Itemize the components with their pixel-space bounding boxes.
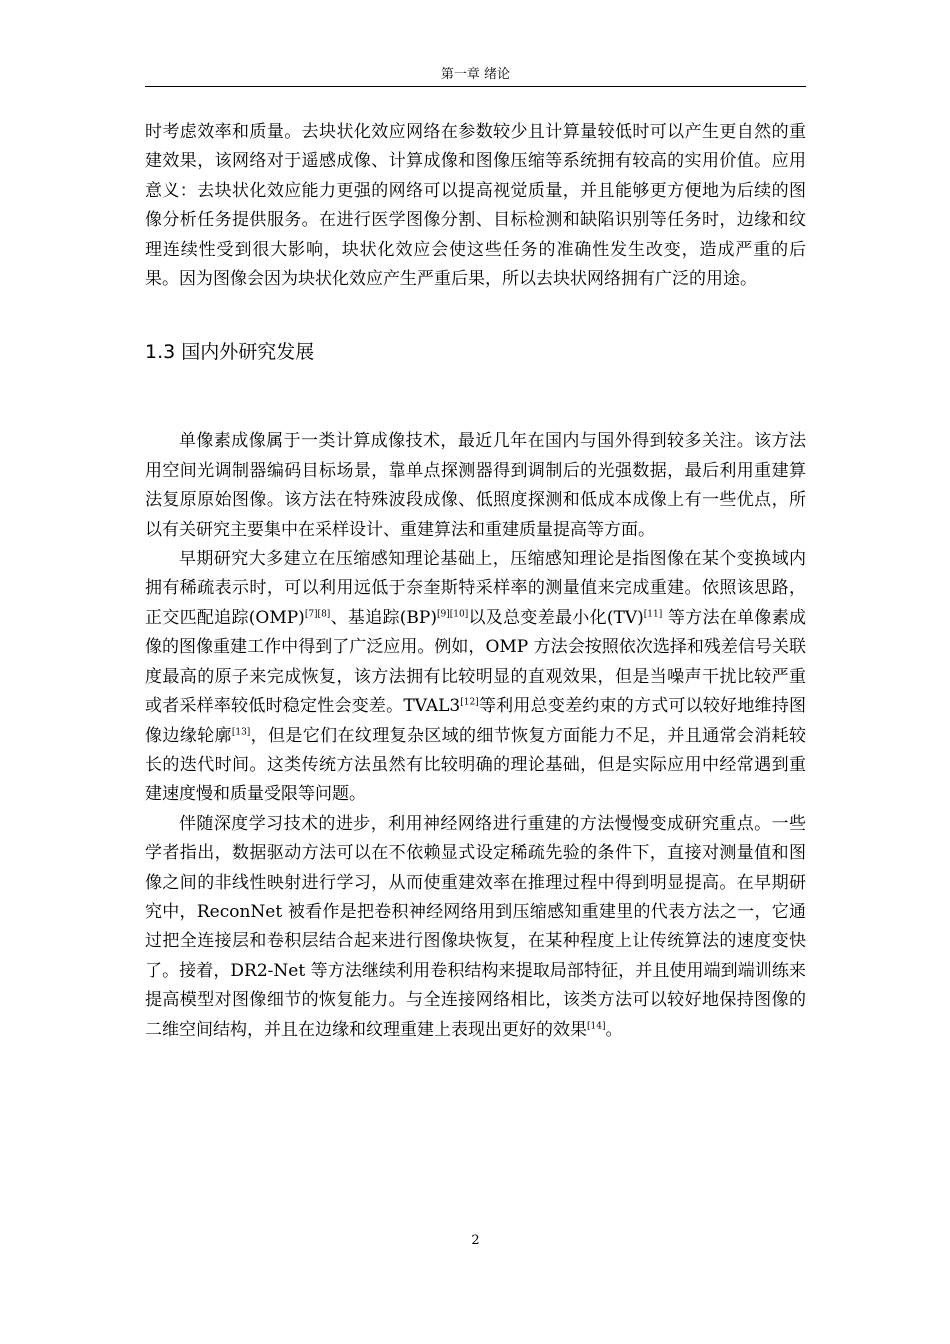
citation: [9][10]: [436, 609, 469, 620]
citation: [12]: [460, 697, 479, 708]
citation: [11]: [643, 609, 663, 620]
paragraph-text: 早期研究大多建立在压缩感知理论基础上，压缩感知理论是指图像在某个变换域内拥有稀疏表示时，可以利用远低于奈奎斯特采样率的测量值来完成重建。依照该思路，正交匹配追踪(OMP): [145, 549, 806, 628]
body-text: [145, 118, 806, 1045]
citation: [7][8]: [304, 609, 331, 620]
section-heading: 1.3 国内外研究发展: [145, 341, 315, 364]
paragraph-compressed-sensing: [145, 545, 806, 810]
paragraph-text: 等利用总变差约束的方式可以较好地维持图像边缘轮廓: [145, 696, 807, 746]
paragraph-continuation: 时考虑效率和质量。去块状化效应网络在参数较少且计算量较低时可以产生更自然的重建效果，该网络对于遥感成像、计算成像和图像压缩等系统拥有较高的实用价值。应用意义：去块状化效应能力更强的网络可以提高视觉质量，并且能够更方便地为后续的图像分析任务提供服务。在进行医学图像分割、目标检测和缺陷识别等任务时，边缘和纹理连续性受到很大影响，块状化效应会使这些任务的准确性发生改变，造成严重的后果。因为图像会因为块状化效应产生严重后果，所以去块状网络拥有广泛的用途。: [145, 122, 806, 290]
paragraph-single-pixel-imaging: 单像素成像属于一类计算成像技术，最近几年在国内与国外得到较多关注。该方法用空间光调制器编码目标场景，靠单点探测器得到调制后的光强数据，最后利用重建算法复原原始图像。该方法在特殊波段成像、低照度探测和低成本成像上有一些优点，所以有关研究主要集中在采样设计、重建算法和重建质量提高等方面。: [145, 431, 806, 540]
running-header: 第一章 绪论: [440, 67, 511, 82]
paragraph-text: 等方法在单像素成像的图像重建工作中得到了广泛应用。例如，OMP 方法会按照依次选择和残差信号关联度最高的原子来完成恢复，该方法拥有比较明显的直观效果，但是当噪声干扰比较严重或者采样率较低时稳定性会变差。TVAL3: [145, 607, 806, 717]
header-rule: [145, 86, 806, 87]
citation: [13]: [231, 726, 251, 737]
page-number: 2: [471, 1233, 480, 1248]
paragraph-text: 伴随深度学习技术的进步，利用神经网络进行重建的方法慢慢变成研究重点。一些学者指出，数据驱动方法可以在不依赖显式设定稀疏先验的条件下，直接对测量值和图像之间的非线性映射进行学习，从而使重建效率在推理过程中得到明显提高。在早期研究中，ReconNet 被看作是把卷积神经网络用到压缩感知重建里的代表方法之一，它通过把全连接层和卷积层结合起来进行图像块恢复，在某种程度上让传统算法的速度变快了。接着，DR2-Net 等方法继续利用卷积结构来提取局部特征，并且使用端到端训练来提高模型对图像细节的恢复能力。与全连接网络相比，该类方法可以较好地保持图像的二维空间结构，并且在边缘和纹理重建上表现出更好的效果: [145, 813, 806, 1040]
citation: [14]: [587, 1020, 606, 1031]
paragraph-text: 以及总变差最小化(TV): [468, 607, 644, 628]
paragraph-deep-learning: [145, 810, 806, 1045]
paragraph-text: ，但是它们在纹理复杂区域的细节恢复方面能力不足，并且通常会消耗较长的迭代时间。这类传统方法虽然有比较明确的理论基础，但是实际应用中经常遇到重建速度慢和质量受限等问题。: [145, 725, 807, 805]
paragraph-text: 、基追踪(BP): [330, 607, 437, 628]
paragraph-text: 。: [605, 1019, 623, 1040]
